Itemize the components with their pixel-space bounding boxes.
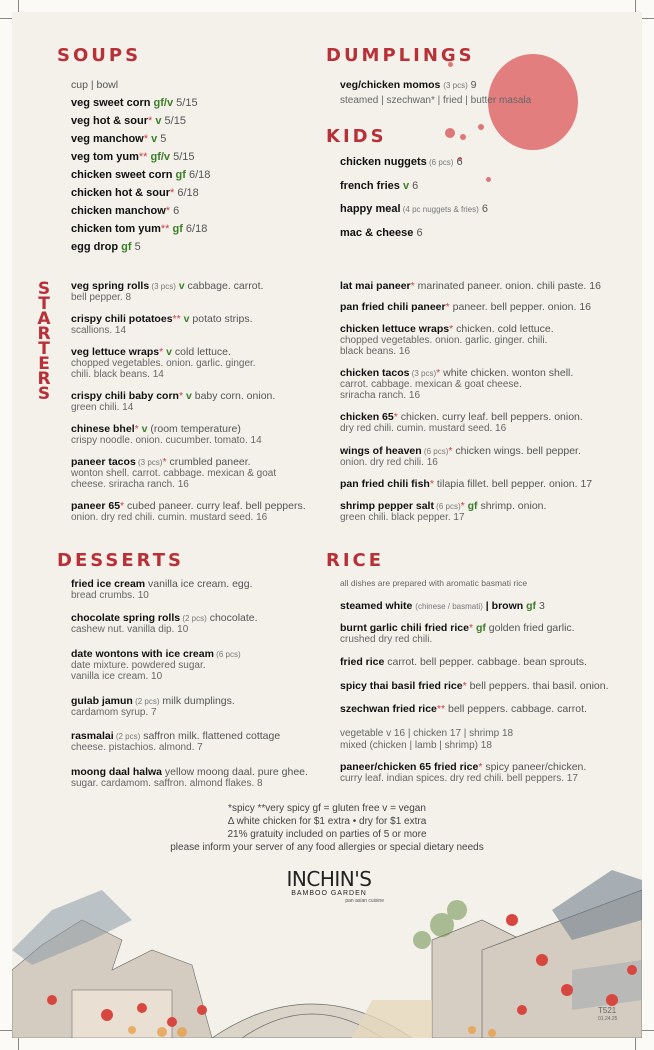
soup-item [71, 223, 207, 236]
diet-tag: v [399, 179, 410, 192]
item-desc: cardamom syrup. 7 [71, 707, 157, 718]
spicy-mark: * [436, 367, 441, 379]
item-name: veg lettuce wraps [71, 346, 160, 358]
item-note: (4 pc nuggets & fries) [400, 205, 479, 214]
spicy-mark: * [445, 301, 450, 313]
starter-item [340, 301, 591, 314]
item-name: rasmalai [71, 730, 114, 742]
item-name: chinese bhel [71, 423, 135, 435]
spicy-mark: ** [436, 703, 446, 715]
item-desc: cheese. sriracha ranch. 16 [71, 479, 189, 490]
item-name: chicken tacos [340, 367, 410, 379]
item-name: moong daal halwa [71, 766, 163, 778]
legend-line-1: *spicy **very spicy gf = gluten free v = vegan [228, 803, 426, 814]
diet-tag: gf/v [147, 151, 171, 163]
item-price: 6 [413, 226, 423, 239]
item-price: 3 [538, 600, 545, 612]
item-price: 5 [157, 133, 167, 145]
starters-letter: S [37, 279, 51, 299]
crop-mark [18, 0, 19, 12]
item-price: 6/18 [182, 223, 208, 235]
item-desc: onion. dry red chili. cumin. mustard seed. 16 [71, 512, 268, 523]
item-price: 6 [478, 203, 488, 215]
item-name: paneer 65 [71, 500, 121, 512]
starters-letter: R [37, 369, 51, 389]
diet-tag: v [152, 115, 162, 127]
spicy-mark: * [460, 500, 465, 512]
item-name: chicken tom yum [71, 223, 161, 235]
spicy-mark: * [468, 622, 474, 634]
kids-item [340, 227, 423, 240]
item-name: lat mai paneer [340, 280, 411, 292]
item-name: gulab jamun [71, 695, 133, 707]
item-desc: crispy noodle. onion. cucumber. tomato. 14 [71, 435, 262, 446]
item-name: chicken sweet corn [71, 169, 173, 181]
rice-item [340, 656, 587, 669]
diet-tag: v [148, 133, 158, 145]
spicy-mark: * [162, 456, 167, 468]
separator: | [485, 600, 489, 612]
item-desc: black beans. 16 [340, 346, 411, 357]
starters-title [34, 279, 54, 404]
item-name: veg tom yum [71, 151, 139, 163]
rice-pricing-2: mixed (chicken | lamb | shrimp) 18 [340, 740, 492, 751]
soup-item [71, 151, 195, 164]
kids-item [340, 203, 488, 216]
item-name: crispy chili baby corn [71, 390, 179, 402]
item-desc: vanilla ice cream. 10 [71, 671, 163, 682]
spicy-mark: * [449, 323, 454, 335]
item-name: paneer tacos [71, 456, 136, 468]
item-desc: chicken wings. bell pepper. [452, 445, 581, 457]
item-note: (chinese / basmati) [415, 602, 483, 611]
kids-item [340, 180, 418, 193]
item-price: 6/18 [185, 169, 211, 181]
legend-line-4: please inform your server of any food allergies or special dietary needs [170, 842, 484, 853]
starters-letter: A [37, 309, 51, 329]
dumplings-title: DUMPLINGS [326, 45, 475, 66]
soup-item [71, 169, 210, 182]
item-name: fried ice cream [71, 578, 146, 590]
item-desc: bell peppers. thai basil. onion. [466, 680, 609, 692]
item-name: steamed white [340, 600, 413, 612]
item-desc: date mixture. powdered sugar. [71, 660, 206, 671]
item-name: pan fried chili fish [340, 478, 430, 490]
item-desc: green chili. black pepper. 17 [340, 512, 465, 523]
rice-intro: all dishes are prepared with aromatic basmati rice [340, 578, 528, 588]
code-id: T521 [598, 1006, 617, 1015]
diet-tag: v [175, 280, 185, 292]
item-count: (6 pcs) [213, 650, 241, 659]
legend-line-2: Δ white chicken for $1 extra • dry for $1 extra [227, 816, 427, 827]
item-name: pan fried chili paneer [340, 301, 446, 313]
item-desc: potato strips. [189, 313, 253, 325]
item-desc: vanilla ice cream. egg. [145, 578, 253, 590]
item-desc: bell pepper. 8 [71, 292, 132, 303]
item-price: 6 [409, 179, 419, 192]
spicy-mark: * [170, 187, 175, 199]
item-name: veg spring rolls [71, 280, 150, 292]
soup-item [71, 115, 186, 128]
rice-title: RICE [326, 550, 385, 571]
item-name: chicken hot & sour [71, 187, 171, 199]
print-code [598, 1006, 617, 1024]
rice-special-desc: curry leaf. indian spices. dry red chili. bell peppers. 17 [340, 773, 578, 784]
spicy-mark: * [165, 205, 171, 217]
item-name: date wontons with ice cream [71, 648, 214, 660]
soups-size-label: cup | bowl [71, 79, 119, 91]
item-desc: scallions. 14 [71, 325, 127, 336]
diet-tag: gf [464, 500, 478, 512]
item-name: french fries [340, 179, 400, 192]
item-desc: baby corn. onion. [191, 390, 276, 402]
crop-mark [635, 1038, 636, 1050]
item-desc: paneer. bell pepper. onion. 16 [449, 301, 592, 313]
item-name: fried rice [340, 656, 385, 668]
item-name: chicken lettuce wraps [340, 323, 450, 335]
item-desc: tilapia fillet. bell pepper. onion. 17 [433, 478, 593, 490]
soup-item [71, 205, 179, 218]
item-desc: cashew nut. vanilla dip. 10 [71, 624, 189, 635]
item-name: shrimp pepper salt [340, 500, 434, 512]
desserts-title: DESSERTS [57, 550, 184, 571]
diet-tag: gf [473, 622, 486, 634]
item-desc: dry red chili. cumin. mustard seed. 16 [340, 423, 507, 434]
spicy-mark: * [178, 390, 184, 402]
spicy-mark: * [478, 761, 483, 773]
item-price: 6 [453, 156, 463, 168]
kids-title: KIDS [326, 126, 387, 147]
item-desc: green chili. 14 [71, 402, 134, 413]
item-name: szechwan fried rice [340, 703, 437, 715]
item-desc: cheese. pistachios. almond. 7 [71, 742, 203, 753]
spicy-mark: * [429, 478, 434, 490]
spicy-mark: * [410, 280, 415, 292]
spicy-mark: * [148, 115, 153, 127]
diet-tag: gf [526, 600, 537, 612]
item-name: chicken manchow [71, 205, 166, 217]
item-name: veg hot & sour [71, 115, 149, 127]
item-desc: shrimp. onion. [477, 500, 547, 512]
starters-letter: T [38, 294, 50, 314]
starters-letter: E [38, 354, 50, 374]
item-desc: onion. dry red chili. 16 [340, 457, 438, 468]
spicy-mark: * [159, 346, 164, 358]
starter-item [340, 280, 601, 293]
starters-letter: S [37, 384, 51, 404]
item-desc: milk dumplings. [159, 695, 235, 707]
starters-letter: T [38, 339, 50, 359]
item-desc: chopped vegetables. onion. garlic. ginger. chili. [340, 335, 548, 346]
item-desc: marinated paneer. onion. chili paste. 16 [414, 280, 601, 292]
item-desc: chopped vegetables. onion. garlic. ginger. [71, 358, 256, 369]
item-desc: cold lettuce. [171, 346, 231, 358]
rice-pricing-1: vegetable v 16 | chicken 17 | shrimp 18 [340, 728, 514, 739]
item-name: paneer/chicken 65 fried rice [340, 761, 479, 773]
dumplings-options: steamed | szechwan* | fried | butter masala [340, 95, 532, 106]
item-name: veg/chicken momos [340, 79, 441, 91]
item-name: veg sweet corn [71, 97, 151, 109]
soup-item [71, 97, 198, 110]
item-desc: golden fried garlic. [485, 622, 575, 634]
item-count: (2 pcs) [132, 697, 160, 706]
spicy-mark: * [393, 411, 398, 423]
code-date: 01.24.25 [598, 1016, 618, 1022]
soup-item [71, 241, 141, 254]
restaurant-logo [274, 869, 384, 905]
item-desc: cabbage. carrot. [184, 280, 264, 292]
item-note: (6 pcs) [426, 158, 454, 167]
soup-item [71, 133, 166, 146]
paint-splash [445, 128, 455, 138]
spicy-mark: ** [160, 223, 170, 235]
logo-subtitle: BAMBOO GARDEN [291, 890, 367, 897]
item-name: chicken 65 [340, 411, 394, 423]
crop-mark [18, 1038, 19, 1050]
item-desc: yellow moong daal. pure ghee. [162, 766, 308, 778]
item-desc: sugar. cardamom. saffron. almond flakes. 8 [71, 778, 263, 789]
item-desc: spicy paneer/chicken. [485, 761, 587, 773]
item-name: chocolate spring rolls [71, 612, 181, 624]
item-desc: carrot. cabbage. mexican & goat cheese. [340, 379, 522, 390]
diet-tag: gf [169, 223, 183, 235]
legend-line-3: 21% gratuity included on parties of 5 or more [227, 829, 427, 840]
item-price: 6 [170, 205, 180, 217]
rice-steamed [340, 600, 545, 613]
item-count: (6 pcs) [421, 447, 449, 456]
item-desc: chicken. cold lettuce. [453, 323, 554, 335]
diet-tag: gf [118, 241, 132, 253]
item-desc: crumbled paneer. [166, 456, 251, 468]
spicy-mark: * [134, 423, 139, 435]
crop-mark [642, 18, 654, 19]
rice-item [340, 680, 609, 693]
item-name: burnt garlic chili fried rice [340, 622, 469, 634]
item-desc: bell peppers. cabbage. carrot. [445, 703, 587, 715]
item-count: (2 pcs) [113, 732, 141, 741]
item-price: 6/18 [174, 187, 199, 199]
item-desc: chicken. curry leaf. bell peppers. onion. [397, 411, 583, 423]
item-desc: cubed paneer. curry leaf. bell peppers. [124, 500, 306, 512]
paint-splash [460, 134, 466, 140]
item-desc: wonton shell. carrot. cabbage. mexican & goat [71, 468, 277, 479]
dumplings-item [340, 79, 477, 92]
item-desc: saffron milk. flattened cottage [140, 730, 281, 742]
item-name: veg manchow [71, 133, 144, 145]
item-desc: crushed dry red chili. [340, 634, 433, 645]
item-price: 5/15 [170, 151, 195, 163]
diet-tag: gf/v [150, 97, 174, 109]
spicy-mark: * [448, 445, 453, 457]
diet-tag: gf [172, 169, 186, 181]
logo-name: INCHIN'S [286, 867, 372, 891]
item-name: mac & cheese [340, 226, 414, 239]
soups-title: SOUPS [57, 45, 142, 66]
item-price: 5 [131, 241, 141, 253]
starters-letter: R [37, 324, 51, 344]
item-desc: chocolate. [206, 612, 258, 624]
item-name: chicken nuggets [340, 156, 427, 168]
item-name: egg drop [71, 241, 119, 253]
item-desc: sriracha ranch. 16 [340, 390, 421, 401]
item-name: happy meal [340, 203, 401, 215]
item-count: (3 pcs) [443, 81, 468, 90]
item-name-brown: brown [491, 600, 524, 612]
paint-splash [486, 177, 491, 182]
spicy-mark: ** [172, 313, 181, 325]
item-desc: (room temperature) [147, 423, 241, 435]
item-count: (2 pcs) [180, 614, 207, 623]
diet-tag: v [183, 390, 192, 402]
diet-tag: v [138, 423, 148, 435]
item-desc: chili. black beans. 14 [71, 369, 164, 380]
item-name: spicy thai basil fried rice [340, 680, 463, 692]
spicy-mark: * [462, 680, 467, 692]
item-name: wings of heaven [340, 445, 422, 457]
item-price: 5/15 [173, 97, 198, 109]
item-price: 5/15 [161, 115, 186, 127]
crop-mark [0, 1030, 12, 1031]
crop-mark [0, 18, 12, 19]
paint-splash [478, 124, 484, 130]
spicy-mark: * [120, 500, 125, 512]
kids-item [340, 156, 463, 169]
item-price: 9 [470, 79, 477, 91]
item-desc: bread crumbs. 10 [71, 590, 149, 601]
item-desc: white chicken. wonton shell. [440, 367, 574, 379]
item-desc: carrot. bell pepper. cabbage. bean sprouts. [384, 656, 587, 668]
spicy-mark: ** [138, 151, 148, 163]
item-count: (6 pcs) [433, 502, 461, 511]
starter-item [340, 478, 592, 491]
crop-mark [635, 0, 636, 12]
diet-tag: v [163, 346, 172, 358]
diet-tag: v [180, 313, 190, 325]
rice-item [340, 703, 587, 716]
item-count: (3 pcs) [409, 369, 437, 378]
spicy-mark: * [143, 133, 149, 145]
item-name: crispy chili potatoes [71, 313, 173, 325]
soup-item [71, 187, 199, 200]
crop-mark [642, 1030, 654, 1031]
item-count: (3 pcs) [149, 282, 176, 291]
logo-tagline: pan asian cuisine [345, 898, 384, 904]
item-count: (3 pcs) [135, 458, 163, 467]
